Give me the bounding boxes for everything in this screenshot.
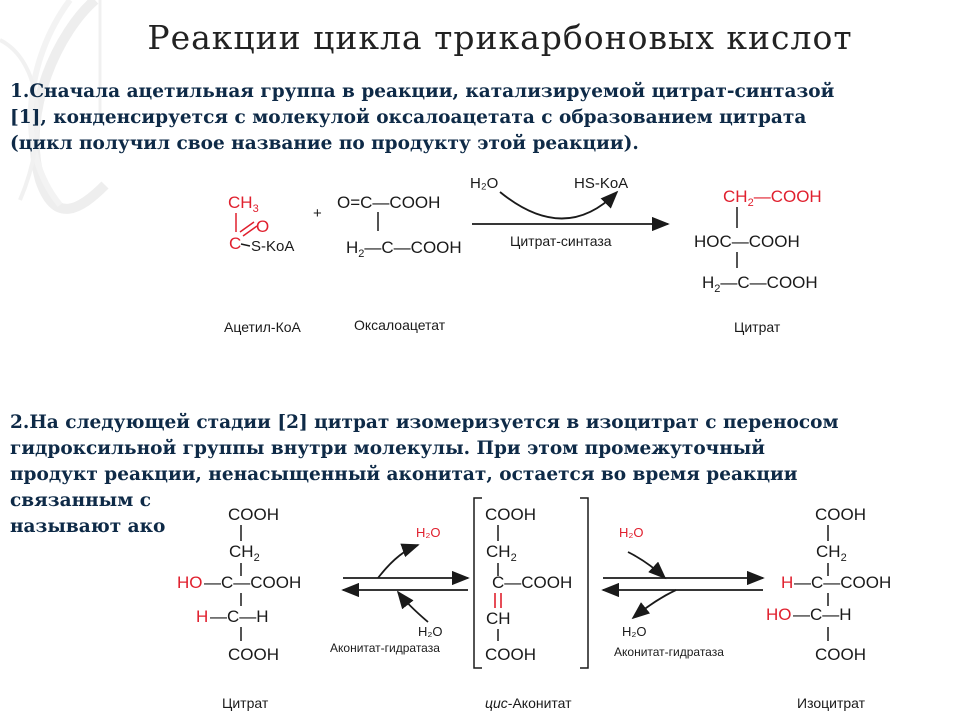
svg-text:COOH: COOH <box>228 645 279 664</box>
hs-koa-product: HS-KoA <box>574 175 629 192</box>
svg-text:H: H <box>196 607 209 626</box>
plus-sign: + <box>313 205 322 222</box>
page-title: Реакции цикла трикарбоновых кислот <box>147 18 853 57</box>
water-released-left: H₂O <box>416 525 441 540</box>
label-isocitrate: Изоцитрат <box>797 695 866 711</box>
svg-text:CH2—COOH: $CH_2—COOH$ <box>723 187 822 209</box>
svg-text:—C—COOH: —C—COOH <box>204 573 302 592</box>
label-citrate-1: Цитрат <box>734 319 781 335</box>
water-reactant: H₂O <box>470 175 499 192</box>
svg-text:COOH: COOH <box>815 645 866 664</box>
svg-text:C—COOH: C—COOH <box>492 573 573 592</box>
svg-text:HOC—COOH: HOC—COOH <box>694 232 800 251</box>
enzyme-aconitase-left: Аконитат-гидратаза <box>330 641 440 655</box>
enzyme-citrate-synthase: Цитрат-синтаза <box>510 233 612 249</box>
svg-text:HO: HO <box>766 605 792 624</box>
svg-text:HO: HO <box>177 573 203 592</box>
svg-text:CH2: $CH_2$ <box>229 542 260 564</box>
svg-text:H2—C—COOH: $H_2—C—COOH$ <box>346 238 462 260</box>
svg-text:CH2: $CH_2$ <box>486 542 517 564</box>
water-released-right: H₂O <box>622 624 647 639</box>
svg-text:H2—C—COOH: $H_2—C—COOH$ <box>702 273 818 295</box>
label-cis-aconitate: цис-Аконитат <box>485 695 572 711</box>
svg-text:COOH: COOH <box>815 505 866 524</box>
label-acetyl-coa: Ацетил-КоА <box>224 319 301 335</box>
svg-text:—C—H: —C—H <box>793 605 852 624</box>
svg-text:S-KoA: S-KoA <box>251 238 295 255</box>
svg-text:O: O <box>256 217 270 236</box>
label-citrate-2: Цитрат <box>222 695 269 711</box>
svg-text:—C—COOH: —C—COOH <box>794 573 892 592</box>
svg-text:COOH: COOH <box>228 505 279 524</box>
svg-text:CH: CH <box>486 609 511 628</box>
label-oxaloacetate: Оксалоацетат <box>354 317 446 333</box>
svg-text:—C—H: —C—H <box>210 607 269 626</box>
svg-text:C: C <box>229 234 242 253</box>
paragraph-step-2: 2.На следующей стадии [2] цитрат изомеризуется в изоцитрат с переносом гидроксильной группы внутри молекулы. При этом промежуточный продукт реакции, ненасыщенный аконитат, остается во время реакции связанным с называют ако <box>10 412 839 537</box>
water-added-left: H₂O <box>418 624 443 639</box>
svg-text:H: H <box>781 573 794 592</box>
enzyme-aconitase-right: Аконитат-гидратаза <box>614 645 724 659</box>
svg-text:CH2: $CH_2$ <box>816 542 847 564</box>
svg-text:CH3: $CH_3$ <box>228 193 259 215</box>
water-added-right: H₂O <box>619 525 644 540</box>
paragraph-step-1: 1.Сначала ацетильная группа в реакции, катализируемой цитрат-синтазой [1], конденсируется с молекулой оксалоацетата с образованием цитрата (цикл получил свое название по продукту этой реакции). <box>10 81 835 154</box>
svg-text:COOH: COOH <box>485 505 536 524</box>
svg-text:COOH: COOH <box>485 645 536 664</box>
svg-text:O=C—COOH: O=C—COOH <box>337 193 441 212</box>
